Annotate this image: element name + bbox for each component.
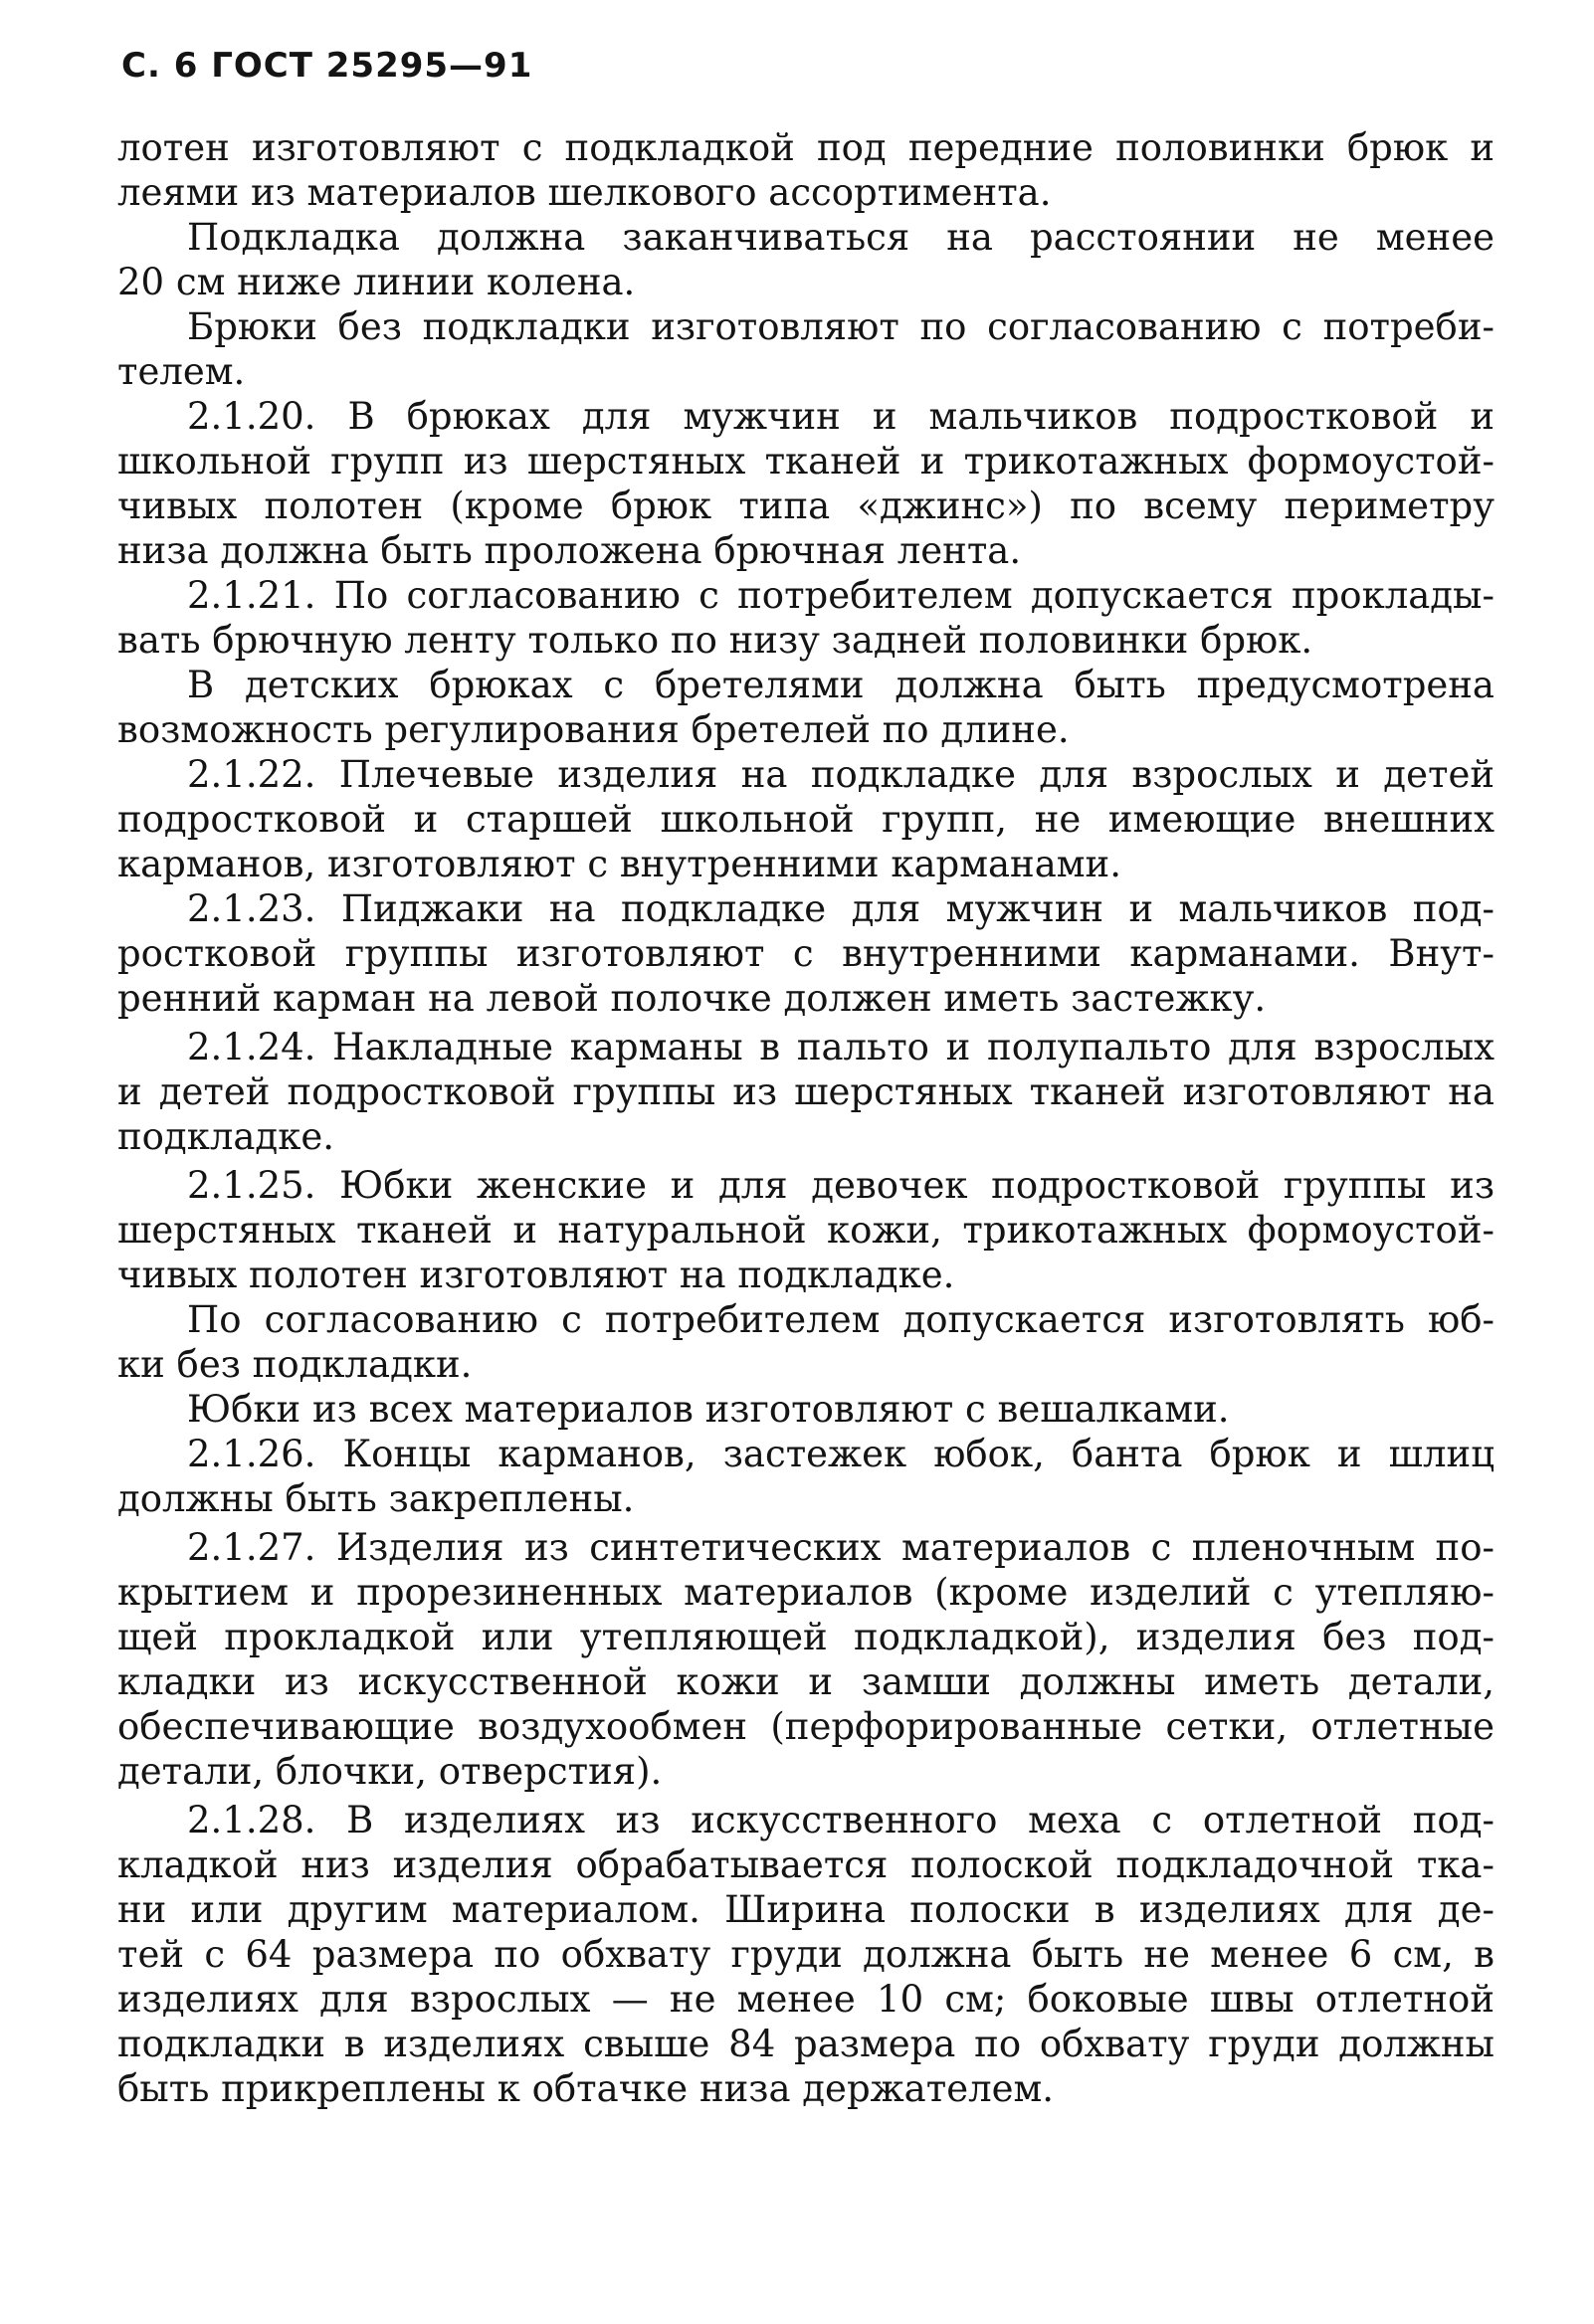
text-line: ренний карман на левой полочке должен иметь застежку. (117, 977, 1267, 1020)
text-line: В детских брюках с бретелями должна быть предусмотрена (187, 664, 1494, 706)
text-line: 2.1.21. По согласованию с потребителем допускается проклады- (187, 574, 1494, 617)
text-line: ки без подкладки. (117, 1343, 473, 1386)
text-line: леями из материалов шелкового ассортимента. (117, 171, 1052, 214)
text-line: обеспечивающие воздухообмен (перфорированные сетки, отлетные (117, 1705, 1494, 1748)
text-line: подкладке. (117, 1115, 334, 1158)
text-line: подкладки в изделиях свыше 84 размера по обхвату груди должны (117, 2023, 1494, 2065)
text-line: 2.1.27. Изделия из синтетических материалов с пленочным по- (187, 1526, 1494, 1569)
text-line: тей с 64 размера по обхвату груди должна быть не менее 6 см, в (117, 1933, 1494, 1976)
text-line: 20 см ниже линии колена. (117, 261, 636, 303)
text-line: Брюки без подкладки изготовляют по согласованию с потреби- (187, 305, 1494, 348)
text-line: Юбки из всех материалов изготовляют с вешалками. (187, 1388, 1230, 1431)
text-line: быть прикреплены к обтачке низа держателем. (117, 2067, 1055, 2110)
text-line: карманов, изготовляют с внутренними карманами. (117, 843, 1121, 885)
text-line: 2.1.24. Накладные карманы в пальто и полупальто для взрослых (187, 1026, 1494, 1068)
text-line: 2.1.25. Юбки женские и для девочек подростковой группы из (187, 1164, 1494, 1207)
text-line: По согласованию с потребителем допускается изготовлять юб- (187, 1298, 1494, 1341)
text-line: чивых полотен изготовляют на подкладке. (117, 1254, 955, 1296)
text-line: 2.1.26. Концы карманов, застежек юбок, банта брюк и шлиц (187, 1433, 1494, 1475)
text-line: и детей подростковой группы из шерстяных тканей изготовляют на (117, 1070, 1494, 1113)
text-line: чивых полотен (кроме брюк типа «джинс») по всему периметру (117, 484, 1494, 527)
text-line: Подкладка должна заканчиваться на расстоянии не менее (187, 216, 1494, 259)
text-line: 2.1.20. В брюках для мужчин и мальчиков подростковой и (187, 395, 1494, 438)
text-line: лотен изготовляют с подкладкой под передние половинки брюк и (117, 126, 1494, 169)
text-line: должны быть закреплены. (117, 1477, 635, 1520)
text-line: вать брючную ленту только по низу задней половинки брюк. (117, 619, 1313, 662)
text-line: подростковой и старшей школьной групп, не имеющие внешних (117, 798, 1494, 841)
page-header: С. 6 ГОСТ 25295—91 (121, 46, 533, 86)
text-line: щей прокладкой или утепляющей подкладкой), изделия без под- (117, 1616, 1494, 1658)
text-line: крытием и прорезиненных материалов (кроме изделий с утепляю- (117, 1571, 1494, 1614)
text-line: низа должна быть проложена брючная лента. (117, 529, 1022, 572)
text-line: 2.1.28. В изделиях из искусственного меха с отлетной под- (187, 1799, 1494, 1841)
text-line: возможность регулирования бретелей по длине. (117, 708, 1070, 751)
text-line: ростковой группы изготовляют с внутренними карманами. Внут- (117, 932, 1494, 975)
text-line: ни или другим материалом. Ширина полоски в изделиях для де- (117, 1888, 1494, 1931)
text-line: кладкой низ изделия обрабатывается полоской подкладочной тка- (117, 1843, 1494, 1886)
text-line: 2.1.23. Пиджаки на подкладке для мужчин и мальчиков под- (187, 887, 1494, 930)
text-line: кладки из искусственной кожи и замши должны иметь детали, (117, 1660, 1494, 1703)
text-line: 2.1.22. Плечевые изделия на подкладке для взрослых и детей (187, 753, 1494, 796)
text-line: телем. (117, 350, 246, 393)
text-line: школьной групп из шерстяных тканей и трикотажных формоустой- (117, 440, 1494, 483)
text-line: детали, блочки, отверстия). (117, 1750, 663, 1793)
text-line: изделиях для взрослых — не менее 10 см; боковые швы отлетной (117, 1978, 1494, 2021)
text-line: шерстяных тканей и натуральной кожи, трикотажных формоустой- (117, 1209, 1494, 1252)
document-body (117, 125, 1494, 2111)
